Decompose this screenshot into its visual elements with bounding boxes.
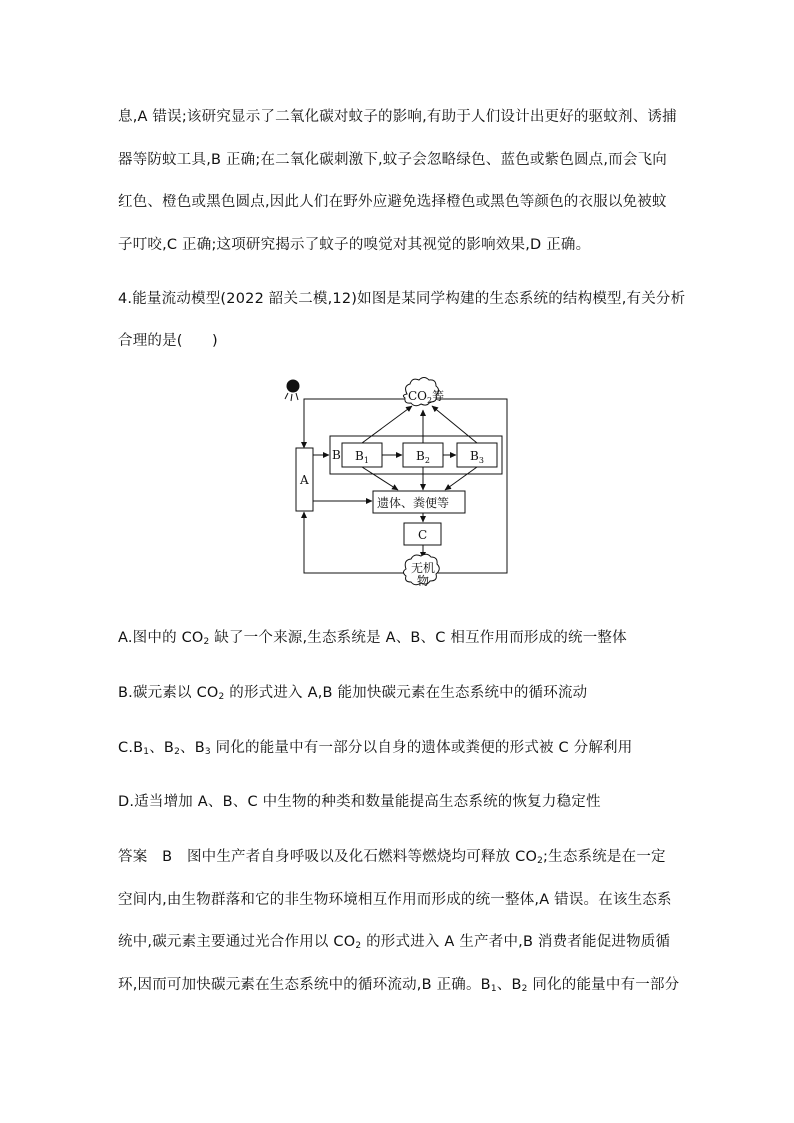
diagram-svg	[280, 372, 520, 594]
answer-line-2: 空间内,由生物群落和它的非生物环境相互作用而形成的统一整体,A 错误。在该生态系	[118, 892, 672, 908]
B-label: B	[332, 448, 341, 462]
answer-line-1: 答案 B 图中生产者自身呼吸以及化石燃料等燃烧均可释放 $CO_2$;生态系统是在一定	[118, 849, 666, 866]
explanation-line-4: 子叮咬,C 正确;这项研究揭示了蚊子的嗅觉对其视觉的影响效果,D 正确。	[118, 237, 591, 253]
option-b: B.碳元素以 $CO_2$ 的形式进入 A,B 能加快碳元素在生态系统中的循环流动	[118, 685, 588, 702]
A-label: A	[300, 473, 309, 487]
svg-text:CO2等: $CO_2$等	[408, 389, 445, 405]
ecosystem-structure-diagram	[280, 372, 520, 594]
remains-label: 遗体、粪便等	[377, 496, 450, 510]
answer-line-3: 统中,碳元素主要通过光合作用以 $CO_2$ 的形式进入 A 生产者中,B 消费者能促进物质循	[118, 934, 671, 951]
svg-text:无机: 无机	[411, 561, 436, 575]
inorganic-cloud	[404, 554, 440, 588]
svg-text:物: 物	[417, 574, 430, 588]
co2-cloud	[403, 378, 444, 406]
option-a: A.图中的 $CO_2$ 缺了一个来源,生态系统是 A、B、C 相互作用而形成的统一整体	[118, 630, 627, 647]
inorganic-to-A-arrow	[304, 512, 405, 573]
answer-line-4: 环,因而可加快碳元素在生态系统中的循环流动,B 正确。$B_1$、$B_2$ 同化的能量中有一部分	[118, 977, 680, 994]
explanation-line-3: 红色、橙色或黑色圆点,因此人们在野外应避免选择橙色或黑色等颜色的衣服以免被蚊	[118, 194, 667, 210]
B1-to-remains-arrow	[362, 467, 398, 490]
sun-icon	[285, 380, 300, 402]
B2-label: $B_2$	[416, 449, 430, 465]
co2-inorganic-loop-line	[430, 399, 507, 573]
B1-label: $B_1$	[355, 449, 369, 465]
option-d: D.适当增加 A、B、C 中生物的种类和数量能提高生态系统的恢复力稳定性	[118, 794, 601, 810]
B3-to-co2-arrow	[432, 406, 477, 443]
option-c: $C.B_1$、$B_2$、$B_3$ 同化的能量中有一部分以自身的遗体或粪便的形式被 C 分解利用	[118, 740, 633, 757]
question-stem-line-2: 合理的是( )	[118, 333, 218, 349]
co2-to-A-arrow	[304, 399, 407, 448]
explanation-line-1: 息,A 错误;该研究显示了二氧化碳对蚊子的影响,有助于人们设计出更好的驱蚊剂、诱捕	[118, 109, 677, 125]
C-label: C	[418, 528, 428, 542]
explanation-line-2: 器等防蚊工具,B 正确;在二氧化碳刺激下,蚊子会忽略绿色、蓝色或紫色圆点,而会飞向	[118, 152, 667, 168]
B3-to-remains-arrow	[445, 467, 477, 490]
B3-label: $B_3$	[470, 449, 484, 465]
B1-to-co2-arrow	[362, 406, 412, 443]
question-stem-line-1: 4.能量流动模型(2022 韶关二模,12)如图是某同学构建的生态系统的结构模型,有关分析	[118, 291, 686, 307]
